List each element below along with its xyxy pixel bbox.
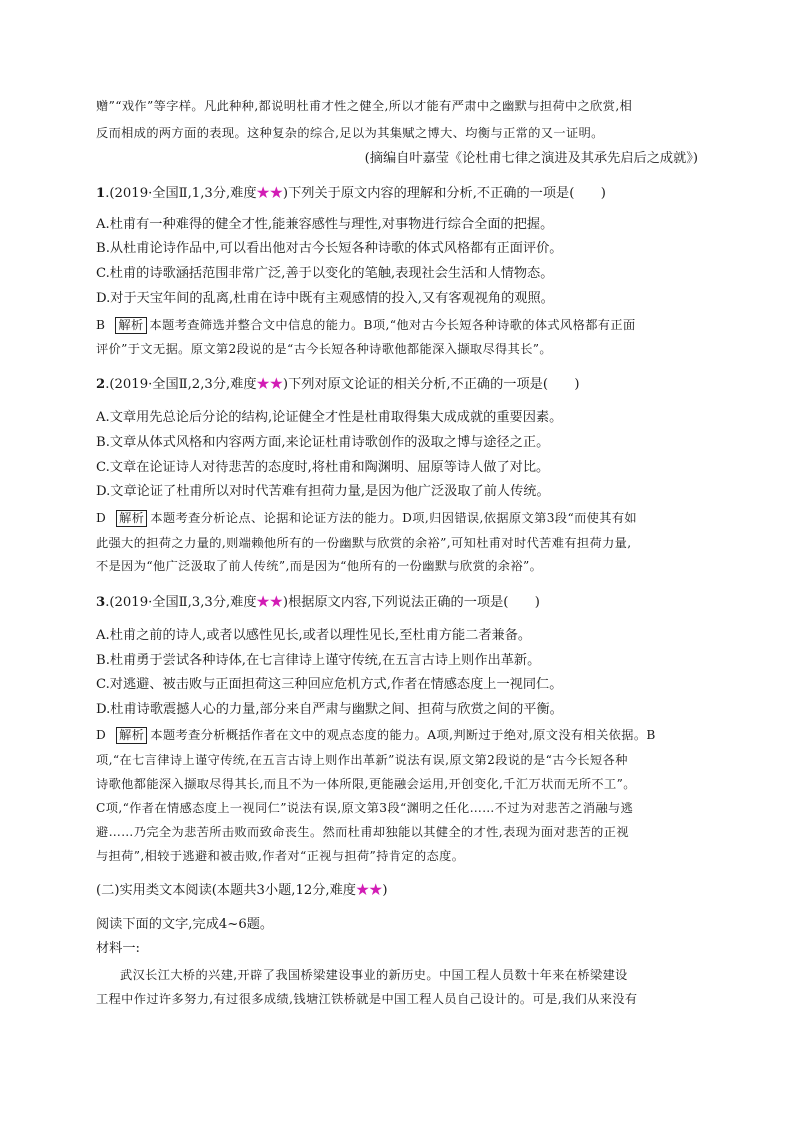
material-line-2: 工程中作过许多努力,有过很多成绩,钱塘江铁桥就是中国工程人员自己设计的。可是,我们从来没有 bbox=[96, 992, 638, 1006]
q1-analysis-text: 本题考查筛选并整合文中信息的能力。B项,“他对古今长短各种诗歌的体式风格都有正面 bbox=[149, 318, 636, 332]
q2-analysis-line-1 bbox=[96, 509, 637, 527]
q2-option-b: B.文章从体式风格和内容两方面,来论证杜甫诗歌创作的汲取之博与途径之正。 bbox=[96, 435, 550, 450]
q3-analysis-line-5: 避……乃完全为悲苦所击败而致命丧生。然而杜甫却独能以其健全的才性,表现为面对悲苦的正视 bbox=[96, 825, 629, 839]
q3-analysis-line-2: 项,“在七言律诗上谨守传统,在五言古诗上则作出革新”说法有误,原文第2段说的是“古今长短各种 bbox=[96, 753, 628, 767]
difficulty-stars: ★★ bbox=[356, 883, 383, 898]
q2-number: 2 bbox=[96, 377, 106, 392]
section-heading-end: ) bbox=[382, 883, 388, 898]
q2-option-d: D.文章论证了杜甫所以对时代苦难有担荷力量,是因为他广泛汲取了前人传统。 bbox=[96, 484, 550, 499]
reading-instruction: 阅读下面的文字,完成4~6题。 bbox=[96, 917, 274, 932]
material-label: 材料一: bbox=[96, 941, 141, 956]
analysis-tag: 解析 bbox=[115, 317, 146, 334]
q3-option-c: C.对逃避、被击败与正面担荷这三种回应危机方式,作者在情感态度上一视同仁。 bbox=[96, 677, 563, 692]
analysis-tag: 解析 bbox=[116, 510, 147, 527]
q3-option-b: B.杜甫勇于尝试各种诗体,在七言律诗上谨守传统,在五言古诗上则作出革新。 bbox=[96, 653, 541, 668]
q2-option-c: C.文章在论证诗人对待悲苦的态度时,将杜甫和陶渊明、屈原等诗人做了对比。 bbox=[96, 460, 550, 475]
q1-stem bbox=[96, 185, 606, 203]
q1-meta: .(2019·全国Ⅱ,1,3分,难度 bbox=[105, 186, 257, 201]
q3-analysis-line-6: 与担荷”,相较于逃避和被击败,作者对“正视与担荷”持肯定的态度。 bbox=[96, 849, 465, 863]
q3-option-d: D.杜甫诗歌震撼人心的力量,部分来自严肃与幽默之间、担荷与欣赏之间的平衡。 bbox=[96, 702, 563, 717]
analysis-tag: 解析 bbox=[116, 727, 147, 744]
q3-analysis-line-1 bbox=[96, 726, 656, 744]
q1-option-a: A.杜甫有一种难得的健全才性,能兼容感性与理性,对事物进行综合全面的把握。 bbox=[96, 217, 554, 232]
q2-analysis-line-3: 不是因为“他广泛汲取了前人传统”,而是因为“他所有的一份幽默与欣赏的余裕”。 bbox=[96, 559, 543, 573]
q2-meta: .(2019·全国Ⅱ,2,3分,难度 bbox=[105, 377, 257, 392]
q1-analysis-line-1 bbox=[96, 316, 636, 334]
q1-question: )下列关于原文内容的理解和分析,不正确的一项是( ) bbox=[282, 186, 606, 201]
q3-number: 3 bbox=[96, 595, 106, 610]
section-heading bbox=[96, 882, 388, 900]
q1-answer: B bbox=[96, 318, 106, 332]
q3-meta: .(2019·全国Ⅱ,3,3分,难度 bbox=[105, 595, 257, 610]
q2-answer: D bbox=[96, 511, 107, 525]
q1-option-b: B.从杜甫论诗作品中,可以看出他对古今长短各种诗歌的体式风格都有正面评价。 bbox=[96, 241, 563, 256]
q1-number: 1 bbox=[96, 186, 106, 201]
passage-source: (摘编自叶嘉莹《论杜甫七律之演进及其承先启后之成就》) bbox=[364, 151, 698, 166]
q3-analysis-text: 本题考查分析概括作者在文中的观点态度的能力。A项,判断过于绝对,原文没有相关依据。B bbox=[150, 728, 656, 742]
q2-analysis-line-2: 此强大的担荷之力量的,则端赖他所有的一份幽默与欣赏的余裕”,可知杜甫对时代苦难有担荷力量, bbox=[96, 536, 632, 550]
material-line-1: 武汉长江大桥的兴建,开辟了我国桥梁建设事业的新历史。中国工程人员数十年来在桥梁建设 bbox=[120, 968, 628, 982]
q2-option-a: A.文章用先总论后分论的结构,论证健全才性是杜甫取得集大成成就的重要因素。 bbox=[96, 410, 563, 425]
passage-line-2: 反而相成的两方面的表现。这种复杂的综合,足以为其集赋之博大、均衡与正常的又一证明。 bbox=[96, 126, 604, 140]
q2-question: )下列对原文论证的相关分析,不正确的一项是( ) bbox=[282, 377, 580, 392]
q2-stem bbox=[96, 376, 579, 394]
difficulty-stars: ★★ bbox=[256, 377, 283, 392]
q1-option-c: C.杜甫的诗歌涵括范围非常广泛,善于以变化的笔触,表现社会生活和人情物态。 bbox=[96, 266, 554, 281]
q1-option-d: D.对于天宝年间的乱离,杜甫在诗中既有主观感情的投入,又有客观视角的观照。 bbox=[96, 291, 554, 306]
q3-analysis-line-4: C项,“作者在情感态度上一视同仁”说法有误,原文第3段“渊明之任化……不过为对悲苦之消融与逃 bbox=[96, 801, 634, 815]
q3-analysis-line-3: 诗歌他都能深入撷取尽得其长,而且不为一体所限,更能融会运用,开创变化,千汇万状而无所不工”。 bbox=[96, 777, 636, 791]
q3-question: )根据原文内容,下列说法正确的一项是( ) bbox=[282, 595, 540, 610]
q1-analysis-line-2: 评价”于文无据。原文第2段说的是“古今长短各种诗歌他都能深入撷取尽得其长”。 bbox=[96, 342, 553, 356]
passage-line-1: 赠”“戏作”等字样。凡此种种,都说明杜甫才性之健全,所以才能有严肃中之幽默与担荷中之欣赏,相 bbox=[96, 99, 633, 113]
q3-answer: D bbox=[96, 728, 107, 742]
q2-analysis-text: 本题考查分析论点、论据和论证方法的能力。D项,归因错误,依据原文第3段“而使其有如 bbox=[150, 511, 638, 525]
section-heading-text: (二)实用类文本阅读(本题共3小题,12分,难度 bbox=[96, 883, 356, 898]
q3-option-a: A.杜甫之前的诗人,或者以感性见长,或者以理性见长,至杜甫方能二者兼备。 bbox=[96, 628, 532, 643]
difficulty-stars: ★★ bbox=[256, 186, 283, 201]
q3-stem bbox=[96, 594, 540, 612]
difficulty-stars: ★★ bbox=[256, 595, 283, 610]
